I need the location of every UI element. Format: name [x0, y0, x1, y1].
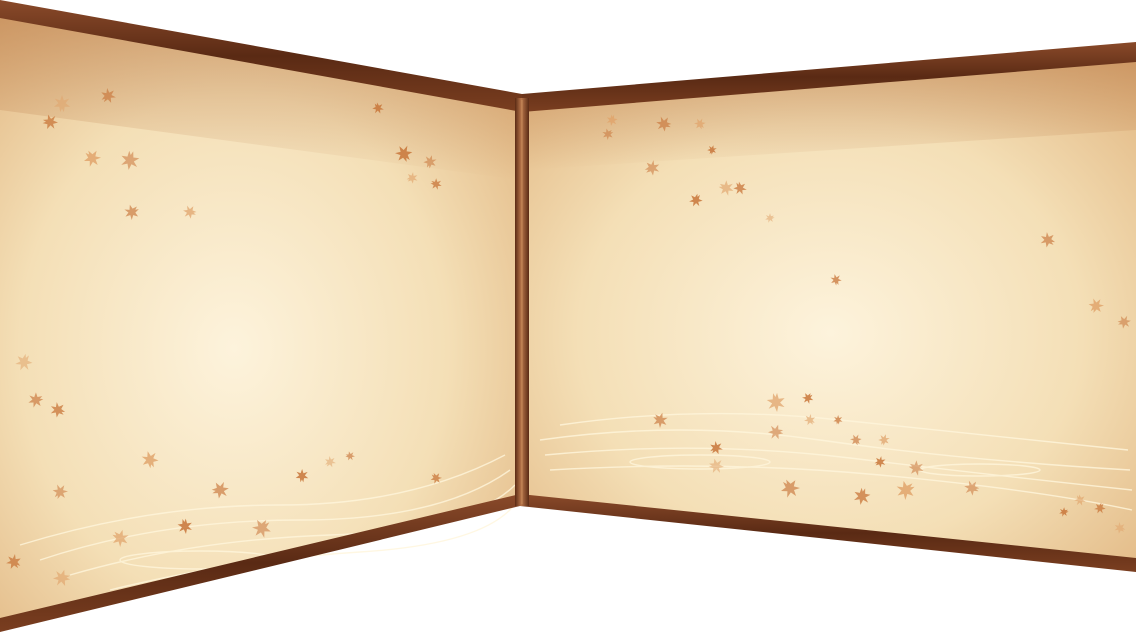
right-screen-panel	[525, 50, 1136, 565]
